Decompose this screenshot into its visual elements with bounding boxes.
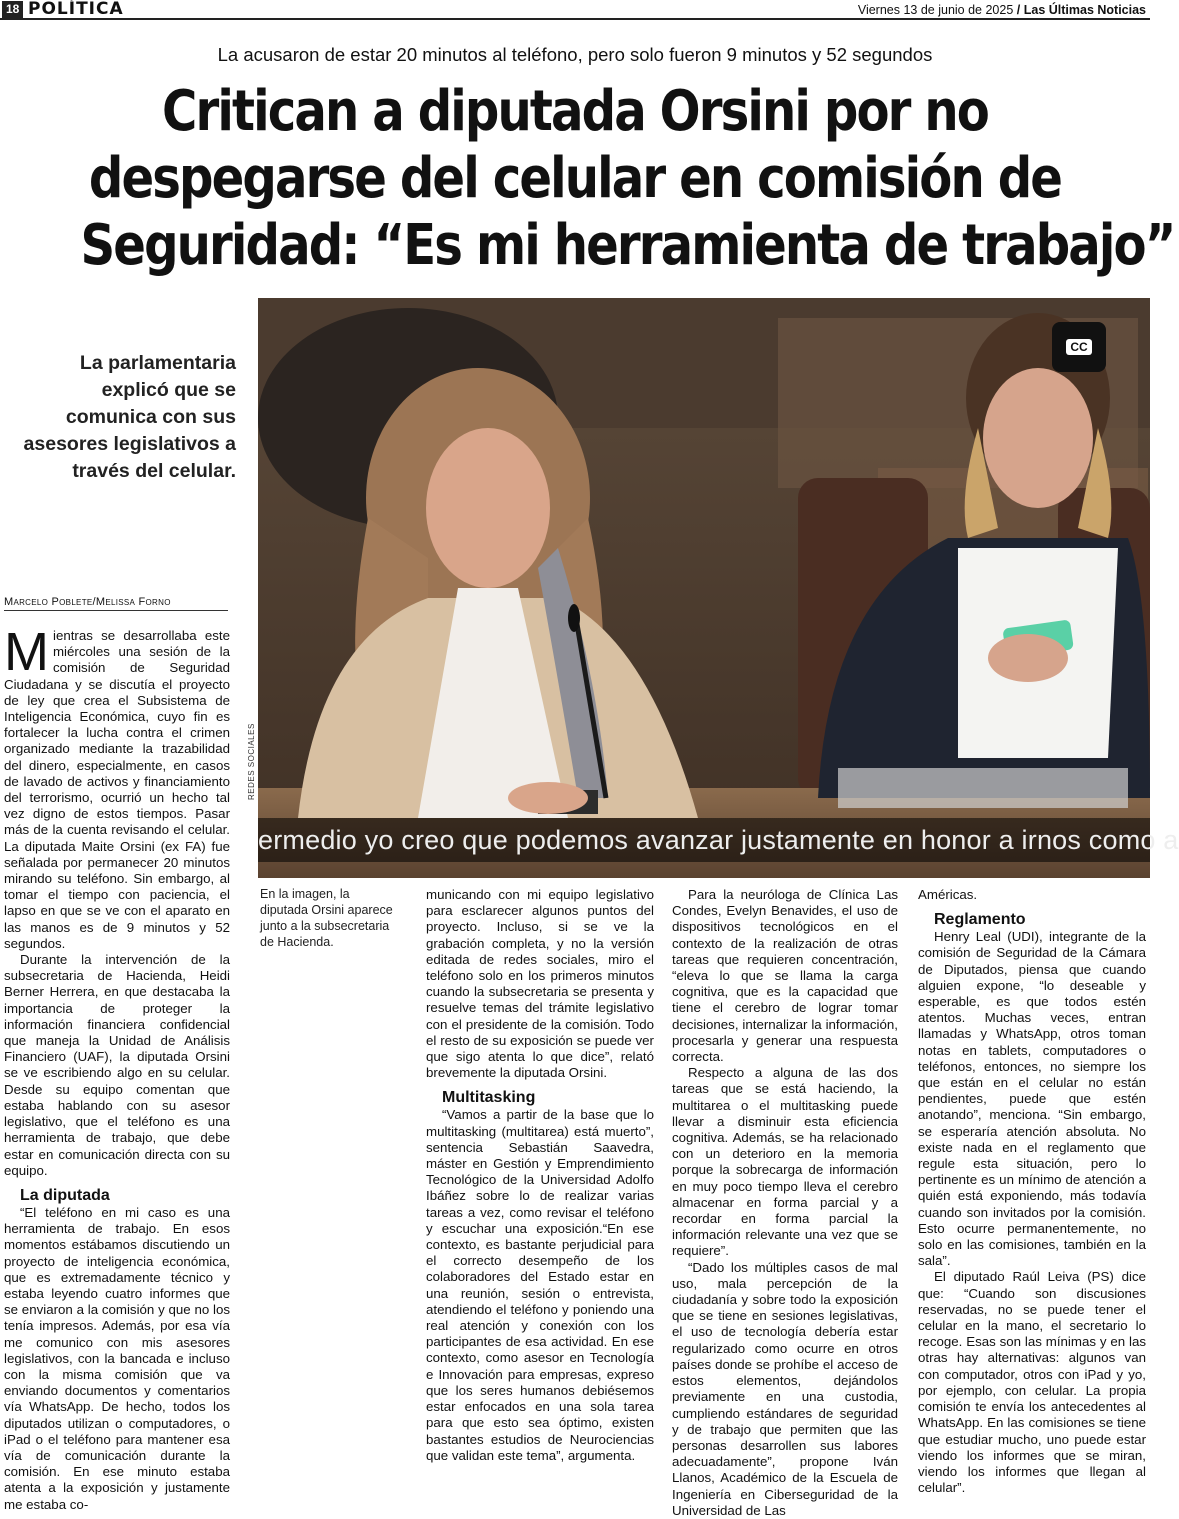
kicker: La acusaron de estar 20 minutos al teléfono, pero solo fueron 9 minutos y 52 segundos: [217, 44, 933, 65]
byline: Marcelo Poblete/Melissa Forno: [4, 596, 228, 611]
article-photo: [258, 298, 1179, 878]
paragraph: “Vamos a partir de la base que lo multitasking (multitarea) está muerto”, sentencia Sebastián Saavedra, máster en Gestión y Emprendimiento Tecnológico de la Universidad Adolfo Ibáñez sobre lo de realizar varias tareas a vez, como revisar el teléfono y escuchar una exposición.“En ese contexto, es bastante perjudicial para el correcto desempeño de los colaboradores del Estado estar en una reunión, sesión o entrevista, atendiendo el teléfono y poniendo una real atención y conexión con los participantes de esa actividad. En ese contexto, como asesor en Tecnología e Innovación para empresas, expreso que los seres humanos debiésemos estar enfocados en una sola tarea para que esto sea óptimo, existen bastantes estudios de Neurociencias que validan este tema”, argumenta.: [426, 1107, 654, 1463]
subheading-multitasking: Multitasking: [442, 1089, 536, 1107]
photo-illustration: [258, 298, 1150, 878]
deck: La parlamentaria explicó que se comunica con sus asesores legislativos a través del celular.: [23, 352, 236, 482]
paragraph: “Dado los múltiples casos de mal uso, mala percepción de la ciudadanía y sobre todo la exposición que se tiene en sesiones legislativas, el uso de tecnología debería estar regularizado como ocurre en otros países donde se prohíbe el acceso de estos elementos, dejándolos previamente en una custodia, cumpliendo estándares de seguridad y de trabajo que permiten que las personas desarrollen sus labores adecuadamente”, propone Iván Llanos, Académico de la Escuela de Ingeniería en Ciberseguridad de la Universidad de Las: [672, 1259, 898, 1518]
paragraph: Mientras se desarrollaba este miércoles una sesión de la comisión de Seguridad Ciudadana y se discutía el proyecto de ley que crea el Subsistema de Inteligencia Económica, cuyo fin es fortalecer la lucha contra el crimen organizado mediante la trazabilidad del dinero, especialmente, en casos de lavado de activos y financiamiento del terrorismo, ocurrió un hecho tal vez digno de estos tiempos. Pasar más de la cuenta revisando el celular. La diputada Maite Orsini (ex FA) fue señalada por permanecer 20 minutos mirando su teléfono. Sin embargo, al tomar el tiempo con paciencia, el lapso en que se ve con el aparato en las manos es de 9 minutos y 52 segundos.: [4, 622, 230, 951]
paragraph: Respecto a alguna de las dos tareas que se está haciendo, la multitarea o el multitasking puede llevar a disminuir esta eficiencia cognitiva. Además, se ha relacionado con un deterioro en la memoria porque la sobrecarga de información en muy poco tiempo lleva el cerebro almacenar en forma parcial y a recordar en forma parcial la información relevante una vez que se requiere”.: [672, 1065, 898, 1259]
issue-date: Viernes 13 de junio de 2025: [857, 3, 1014, 17]
section-title: POLÍTICA: [28, 0, 124, 19]
page-number: 18: [2, 1, 23, 18]
headline-line-2: despegarse del celular en comisión de: [88, 146, 1062, 211]
dateline: [858, 3, 1146, 17]
paragraph: “El teléfono en mi caso es una herramienta de trabajo. En esos momentos estábamos discutiendo un proyecto de inteligencia económica, que es extremadamente técnico y estaba leyendo cuatro informes que se enviaron a la comisión y que no los tenía impresos. Además, por esa vía me comunico con mis asesores legislativos, con la bancada e incluso con la misma comisión que va enviando documentos y comentarios vía WhatsApp. De hecho, todos los diputados utilizan o computadores, o iPad o el teléfono para mantener esa vía de comunicación durante la comisión. En ese minuto estaba atenta a la exposición y justamente me estaba co-: [4, 1204, 230, 1512]
paragraph: municando con mi equipo legislativo para esclarecer algunos puntos del proyecto. Incluso, si se ve la grabación completa, y no la versión editada de redes sociales, miro el teléfono solo en los primeros minutos cuando la subsecretaria se presenta y resuelve temas del trámite legislativo con el presidente de la comisión. Todo el resto de su exposición se puede ver que sigo atenta lo que dice”, relató brevemente la diputada Orsini.: [426, 887, 654, 1081]
photo-caption: En la imagen, la diputada Orsini aparece junto a la subsecretaria de Hacienda.: [260, 887, 393, 949]
photo-credit: REDES SOCIALES: [247, 723, 256, 800]
paragraph: El diputado Raúl Leiva (PS) dice que: “Cuando son discusiones reservadas, no se puede tener el celular en la mano, el secretario lo recoge. Esas son las mínimas y en las otras hay alternativas: algunos van con computador, otros con iPad y yo, por ejemplo, con celular. La propia comisión te envía los antecedentes al WhatsApp. En las comisiones se tiene que estudiar mucho, uno puede estar viendo los informes que se miran, viendo los informes que llegan al celular”.: [918, 1269, 1146, 1496]
drop-cap: M: [4, 622, 49, 682]
article-column-4: [918, 887, 1146, 1496]
paragraph: Durante la intervención de la subsecretaria de Hacienda, Heidi Berner Herrera, en que destacaba la importancia de proteger la información financiera confidencial que maneja la Unidad de Análisis Financiero (UAF), la diputada Orsini se ve escribiendo algo en su celular. Desde su equipo comentan que estaba hablando con su asesor legislativo, que el teléfono es una herramienta de trabajo, que debe estar en comunicación directa con su equipo.: [4, 952, 230, 1178]
masthead: [0, 0, 1150, 20]
closed-captions-icon: CC: [1052, 322, 1106, 372]
article-column-3: [672, 887, 898, 1519]
paragraph: Henry Leal (UDI), integrante de la comisión de Seguridad de la Cámara de Diputados, piensa que cuando alguien expone, “lo deseable y esperable, es que todos estén atentos. Muchas veces, entran llamadas y WhatsApp, otros toman notas en tablets, computadores o teléfonos, entonces, no siempre los que están en el celular no están pendientes, puede que estén anotando”, menciona. “Sin embargo, se esperaría atención absoluta. No existe nada en el reglamento que regule esta situación, pero lo pertinente es un mínimo de atención a quién está exponiendo, más todavía cuando son invitados por la comisión. Esto ocurre permanentemente, no solo en las comisiones, también en la sala”.: [918, 929, 1146, 1269]
paragraph: Américas.: [918, 887, 978, 902]
newspaper-name: Las Últimas Noticias: [1023, 3, 1146, 17]
subheading-la-diputada: La diputada: [20, 1186, 110, 1204]
video-subtitle: ermedio yo creo que podemos avanzar justamente en honor a irnos como a: [258, 818, 1150, 862]
headline-line-3: Seguridad: “Es mi herramienta de trabajo”: [80, 213, 1175, 278]
headline-line-1: Critican a diputada Orsini por no: [162, 79, 988, 144]
subheading-reglamento: Reglamento: [934, 911, 1026, 929]
headline: [80, 78, 1175, 279]
article-column-2: [426, 887, 654, 1464]
article-column-1: [4, 622, 230, 1513]
dateline-separator: /: [1016, 3, 1021, 17]
paragraph: Para la neuróloga de Clínica Las Condes, Evelyn Benavides, el uso de dispositivos tecnológicos en el contexto de la realización de otras tareas que requieren concentración, “eleva lo que se llama la carga cognitiva, que es la capacidad que tiene el cerebro de lograr tomar decisiones, internalizar la información, procesarla y generar una respuesta correcta.: [672, 887, 898, 1065]
